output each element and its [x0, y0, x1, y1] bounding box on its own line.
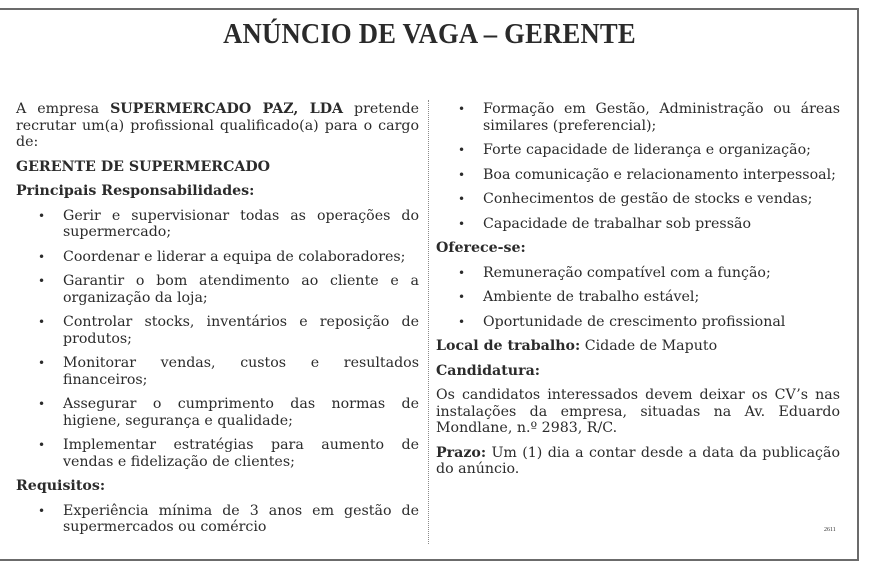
list-item — [16, 437, 419, 470]
requirements-list-part2 — [436, 101, 840, 232]
bullet-icon: • — [458, 143, 466, 157]
bullet-icon: • — [458, 290, 466, 304]
company-name: SUPERMERCADO PAZ, LDA — [110, 101, 344, 117]
column-divider — [428, 100, 429, 544]
list-item — [436, 142, 840, 159]
list-item — [436, 191, 840, 208]
bullet-icon: • — [458, 265, 466, 280]
list-item-text: Experiência mínima de 3 anos em gestão de supermercados ou comércio — [63, 502, 419, 535]
bullet-icon: • — [38, 397, 46, 411]
list-item-text: Assegurar o cumprimento das normas de higiene, segurança e qualidade; — [63, 396, 419, 429]
deadline-line — [436, 445, 840, 478]
page-title: ANÚNCIO DE VAGA – GERENTE — [223, 18, 636, 50]
requirements-list-part1 — [16, 503, 419, 536]
list-item — [16, 396, 419, 429]
list-item-text: Conhecimentos de gestão de stocks e vendas; — [483, 191, 813, 207]
list-item-text: Oportunidade de crescimento profissional — [483, 313, 786, 330]
list-item-text: Boa comunicação e relacionamento interpessoal; — [483, 166, 836, 183]
list-item — [436, 167, 840, 184]
list-item — [16, 249, 419, 266]
list-item-text: Garantir o bom atendimento ao cliente e a organização da loja; — [63, 273, 419, 306]
offers-heading: Oferece-se: — [436, 240, 526, 256]
right-column — [436, 101, 840, 486]
list-item — [436, 265, 840, 282]
bullet-icon: • — [458, 167, 466, 182]
list-item — [436, 314, 840, 331]
offers-list — [436, 265, 840, 331]
list-item — [436, 216, 840, 233]
list-item-text: Implementar estratégias para aumento de vendas e fidelização de clientes; — [63, 437, 419, 470]
responsibilities-heading: Principais Responsabilidades: — [16, 183, 255, 199]
list-item-text: Remuneração compatível com a função; — [483, 264, 771, 281]
bullet-icon: • — [38, 249, 46, 264]
responsibilities-list — [16, 208, 419, 471]
list-item — [16, 208, 419, 241]
bullet-icon: • — [458, 314, 466, 329]
list-item — [436, 101, 840, 134]
deadline-label: Prazo: — [436, 444, 487, 461]
list-item-text: Monitorar vendas, custos e resultados financeiros; — [63, 355, 419, 388]
bullet-icon: • — [458, 192, 466, 206]
list-item — [16, 503, 419, 536]
list-item — [436, 289, 840, 306]
list-item — [16, 355, 419, 388]
list-item-text: Ambiente de trabalho estável; — [483, 289, 700, 305]
list-item-text: Controlar stocks, inventários e reposição de produtos; — [63, 314, 419, 347]
application-heading: Candidatura: — [436, 362, 540, 379]
list-item-text: Formação em Gestão, Administração ou áreas similares (preferencial); — [483, 101, 840, 134]
list-item-text: Forte capacidade de liderança e organização; — [483, 142, 811, 158]
list-item — [16, 273, 419, 306]
intro-paragraph — [16, 101, 419, 151]
position-title: GERENTE DE SUPERMERCADO — [16, 158, 271, 175]
reference-code: 2611 — [824, 527, 836, 533]
bullet-icon: • — [38, 438, 46, 452]
bullet-icon: • — [38, 315, 46, 329]
bullet-icon: • — [38, 208, 46, 223]
requirements-heading: Requisitos: — [16, 478, 106, 494]
list-item — [16, 314, 419, 347]
bullet-icon: • — [458, 102, 466, 116]
deadline-value: Um (1) dia a contar desde a data da publicação do anúncio. — [436, 444, 840, 477]
bullet-icon: • — [458, 216, 466, 231]
location-line — [436, 338, 840, 355]
intro-suffix: pretende recrutar um(a) profissional qualificado(a) para o cargo de: — [16, 101, 419, 150]
list-item-text: Capacidade de trabalhar sob pressão — [483, 215, 751, 232]
list-item-text: Coordenar e liderar a equipa de colaboradores; — [63, 248, 406, 265]
left-column — [16, 101, 419, 544]
bullet-icon: • — [38, 503, 46, 518]
application-text: Os candidatos interessados devem deixar os CV’s nas instalações da empresa, situadas na Av. Eduardo Mondlane, n.º 2983, R/C. — [436, 387, 840, 436]
location-label: Local de trabalho: — [436, 338, 581, 354]
bullet-icon: • — [38, 356, 46, 370]
list-item-text: Gerir e supervisionar todas as operações do supermercado; — [63, 207, 419, 240]
location-value: Cidade de Maputo — [584, 338, 718, 354]
bullet-icon: • — [38, 274, 46, 288]
intro-prefix: A empresa — [16, 101, 100, 117]
